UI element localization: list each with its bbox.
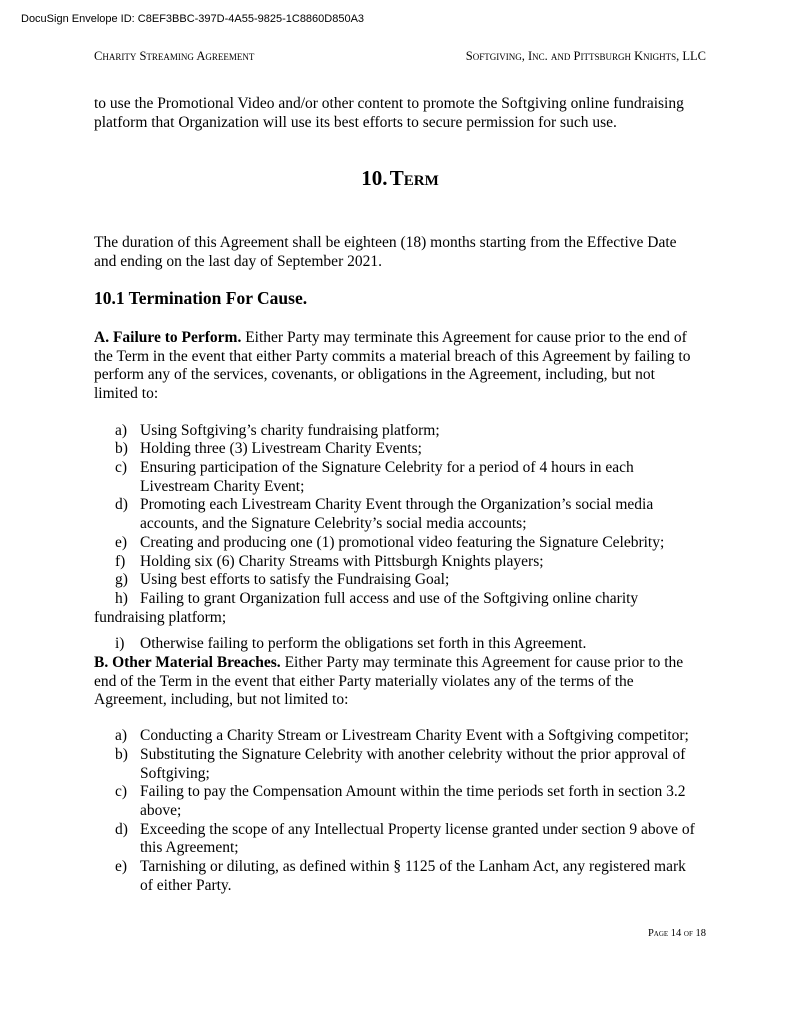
running-header	[94, 49, 706, 64]
list-item-text: Failing to grant Organization full access and use of the Softgiving online charity	[140, 589, 639, 607]
list-item	[94, 459, 706, 496]
list-item-line: Softgiving;	[140, 764, 210, 782]
list-item-line: Livestream Charity Event;	[140, 477, 305, 495]
list-item	[94, 571, 706, 590]
intro-paragraph	[94, 95, 706, 132]
list-item-line: Failing to pay the Compensation Amount within the time periods set forth in section 3.2	[140, 783, 686, 801]
paragraph-line: Agreement, including, but not limited to:	[94, 691, 349, 709]
list-item-marker: e)	[115, 858, 128, 876]
list-item-line: this Agreement;	[140, 839, 239, 857]
list-item-line: Creating and producing one (1) promotional video featuring the Signature Celebrity;	[140, 533, 665, 551]
paragraph-line: limited to:	[94, 384, 159, 402]
clause-a-lead-rest: Either Party may terminate this Agreement for cause prior to the end of	[245, 328, 687, 346]
list-item-line: accounts, and the Signature Celebrity’s social media accounts;	[140, 515, 527, 533]
list-item	[94, 496, 706, 533]
list-item-marker: d)	[115, 496, 128, 514]
clause-b-lead-bold: B. Other Material Breaches.	[94, 654, 281, 672]
list-item	[94, 590, 706, 627]
list-item	[94, 534, 706, 553]
list-item-marker: g)	[115, 571, 128, 589]
list-item	[94, 746, 706, 783]
paragraph-line: The duration of this Agreement shall be eighteen (18) months starting from the Effective Date	[94, 234, 677, 252]
clause-b-list	[94, 727, 706, 895]
list-item-line: Using Softgiving’s charity fundraising platform;	[140, 421, 440, 439]
list-item-line: fundraising platform;	[94, 608, 227, 626]
list-item	[94, 422, 706, 441]
list-item	[94, 821, 706, 858]
list-item-line: of either Party.	[140, 876, 232, 894]
paragraph-line: end of the Term in the event that either Party materially violates any of the terms of the	[94, 672, 634, 690]
list-item-line: Holding three (3) Livestream Charity Events;	[140, 440, 422, 458]
list-item-line: Promoting each Livestream Charity Event through the Organization’s social media	[140, 496, 654, 514]
docusign-envelope-id: DocuSign Envelope ID: C8EF3BBC-397D-4A55-9825-1C8860D850A3	[21, 13, 365, 25]
paragraph-line: to use the Promotional Video and/or other content to promote the Softgiving online fundraising	[94, 95, 684, 112]
paragraph-line	[94, 654, 706, 673]
list-item	[94, 783, 706, 820]
list-item-marker: a)	[115, 727, 128, 745]
page-content	[94, 49, 706, 940]
clause-a-lead-paragraph	[94, 329, 706, 404]
list-item-line: Otherwise failing to perform the obligations set forth in this Agreement.	[140, 635, 587, 653]
list-item-line: Holding six (6) Charity Streams with Pittsburgh Knights players;	[140, 552, 544, 570]
list-item	[94, 440, 706, 459]
list-item	[94, 553, 706, 572]
page-number: Page 14 of 18	[647, 927, 706, 939]
running-header-right: Softgiving, Inc. and Pittsburgh Knights, LLC	[465, 49, 706, 63]
clause-a-lead-bold: A. Failure to Perform.	[94, 328, 242, 346]
clause-b-lead-rest: Either Party may terminate this Agreement for cause prior to the	[284, 654, 684, 672]
clause-a-list	[94, 422, 706, 654]
list-item-line: Tarnishing or diluting, as defined within § 1125 of the Lanham Act, any registered mark	[140, 858, 686, 876]
list-item-marker: e)	[115, 533, 128, 551]
list-item-marker: b)	[115, 745, 128, 763]
list-item-line	[94, 590, 706, 609]
list-item-line: Exceeding the scope of any Intellectual Property license granted under section 9 above of	[140, 820, 695, 838]
clause-b-lead-paragraph	[94, 654, 706, 710]
list-item-marker: h)	[115, 589, 128, 607]
list-item-line: above;	[140, 801, 182, 819]
paragraph-line: perform any of the services, covenants, or obligations in the Agreement, including, but not	[94, 366, 655, 384]
list-item-marker: d)	[115, 820, 128, 838]
list-item	[94, 858, 706, 895]
list-item-line: Conducting a Charity Stream or Livestream Charity Event with a Softgiving competitor;	[140, 727, 689, 745]
paragraph-line	[94, 329, 706, 348]
list-item-marker: a)	[115, 421, 128, 439]
paragraph-line: platform that Organization will use its best efforts to secure permission for such use.	[94, 113, 617, 131]
list-item-line: Substituting the Signature Celebrity with another celebrity without the prior approval of	[140, 745, 686, 763]
paragraph-line: the Term in the event that either Party commits a material breach of this Agreement by failing to	[94, 347, 691, 365]
list-item	[94, 635, 706, 654]
term-duration-paragraph	[94, 234, 706, 271]
list-item-line: Using best efforts to satisfy the Fundraising Goal;	[140, 571, 450, 589]
list-item-marker: c)	[115, 459, 128, 477]
list-item-marker: i)	[115, 635, 125, 653]
list-item-marker: b)	[115, 440, 128, 458]
list-item-line: Ensuring participation of the Signature Celebrity for a period of 4 hours in each	[140, 459, 634, 477]
running-header-left: Charity Streaming Agreement	[94, 49, 255, 63]
list-item	[94, 727, 706, 746]
paragraph-line: and ending on the last day of September 2021.	[94, 253, 382, 271]
list-item-marker: c)	[115, 783, 128, 801]
list-item-marker: f)	[115, 552, 126, 570]
section-heading-term: 10. Term	[361, 166, 439, 191]
subsection-heading-termination: 10.1 Termination For Cause.	[94, 287, 308, 308]
